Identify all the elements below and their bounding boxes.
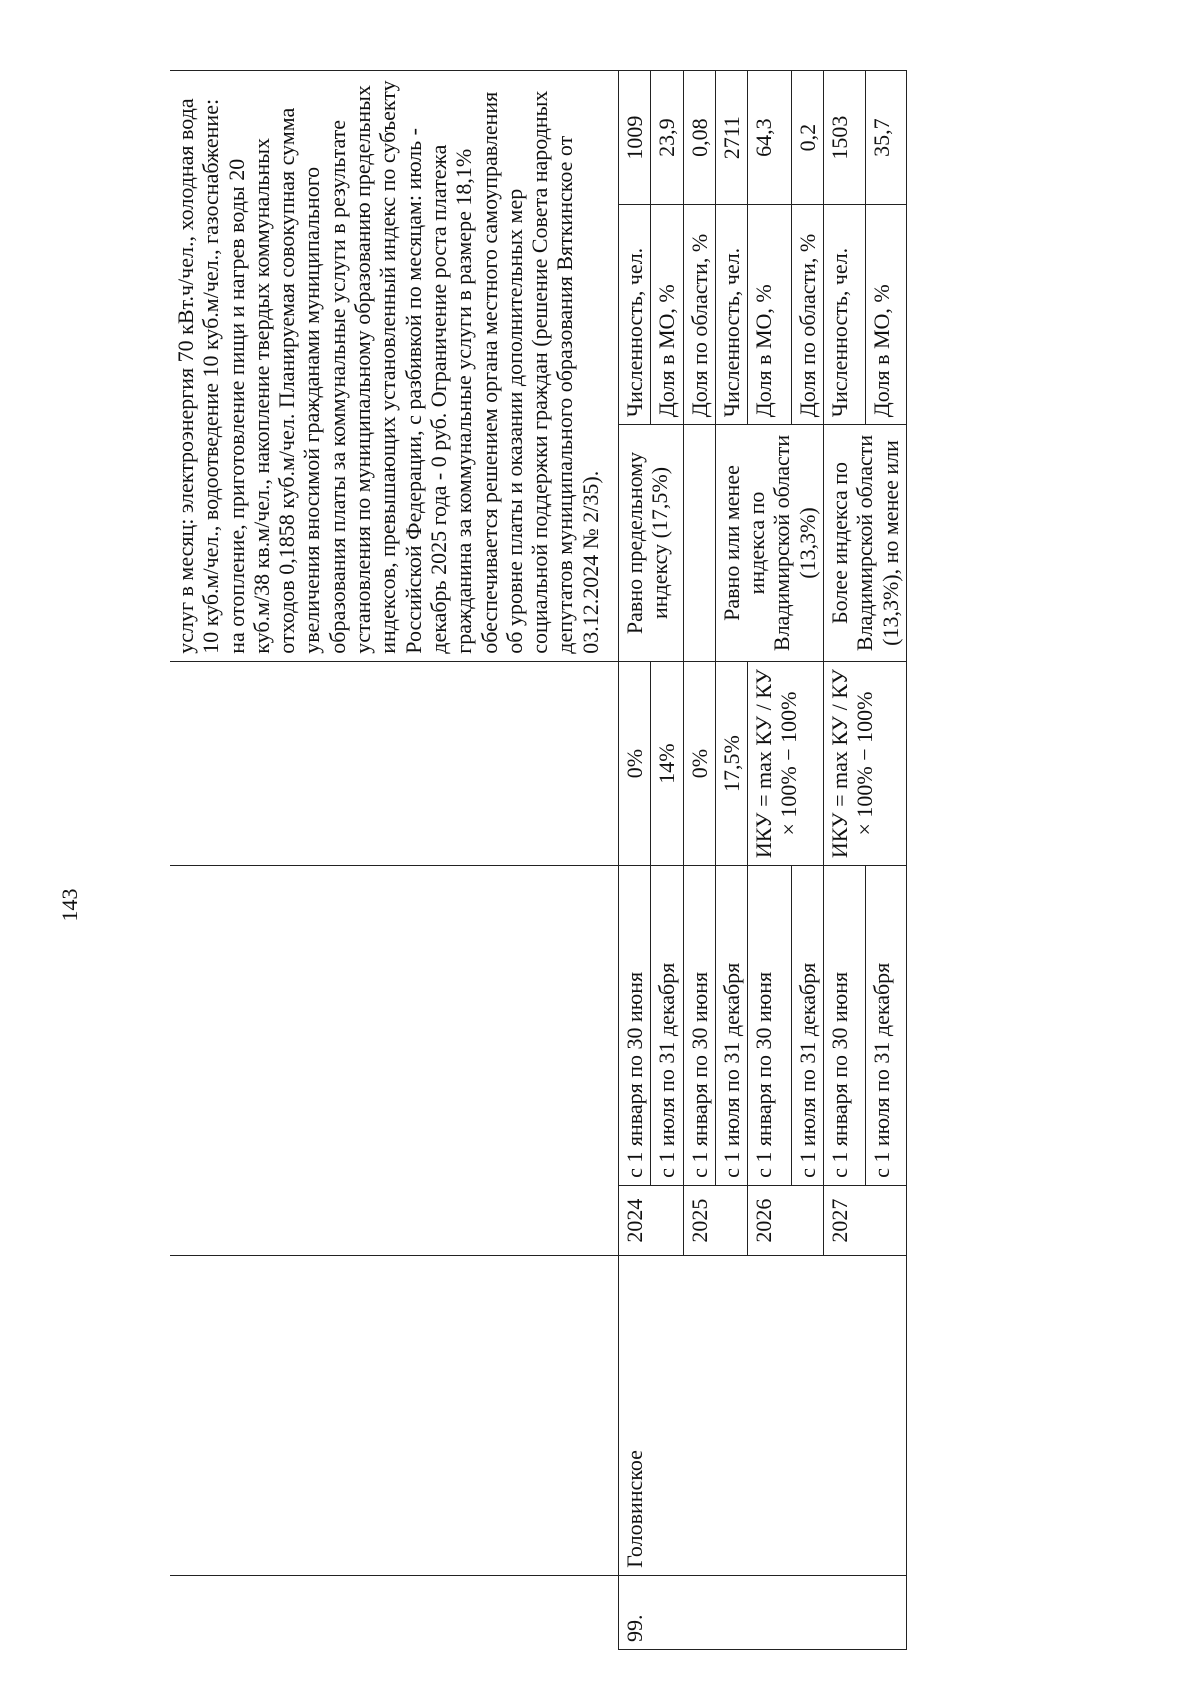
period-cell: с 1 июля по 31 декабря [791,866,823,1186]
metric-cell: Численность, чел. [824,205,865,425]
metric-cell: Численность, чел. [619,205,651,425]
row-number: 99. [619,1575,907,1649]
period-cell: с 1 января по 30 июня [748,866,792,1186]
empty-cell-period [170,866,619,1256]
index-cell: 0% [619,661,651,866]
period-cell: с 1 января по 30 июня [619,866,651,1186]
criterion-cell: Равно предельному индексу (17,5%) [619,425,684,662]
metric-cell: Доля по области, % [791,205,823,425]
page-number: 143 [57,888,82,922]
period-cell: с 1 января по 30 июня [683,866,715,1186]
period-cell: с 1 июля по 31 декабря [865,866,906,1186]
index-cell: 14% [651,661,683,866]
metric-cell: Доля в МО, % [865,205,906,425]
value-cell: 2711 [715,71,747,205]
indices-table [170,70,907,1650]
index-formula: ИКУ = max КУ / КУ × 100% − 100% [748,661,824,866]
criterion-cell [683,425,715,662]
year-cell: 2025 [683,1185,748,1255]
municipality-name: Головинское [619,1256,907,1576]
value-cell: 0,2 [791,71,823,205]
criterion-cell: Равно или менее индекса по Владимирской области (13,3%) [715,425,823,662]
continuation-text: услуг в месяц: электроэнергия 70 кВт.ч/чел., холодная вода 10 куб.м/чел., водоотведение 10 куб.м/чел., газоснабжение: на отопление, приготовление пищи и нагрев воды 20 куб.м/38 кв.м/чел., накопление твердых коммунальных отходов 0,1858 куб.м/чел. Планируемая совокупная сумма увеличения вносимой гражданами муниципального образования платы за коммунальные услуги в результате установления по муниципальному образованию предельных индексов, превышающих установленный индекс по субъекту Российской Федерации, с разбивкой по месяцам: июль - декабрь 2025 года - 0 руб. Ограничение роста платежа гражданина за коммунальные услуги в размере 18,1% обеспечивается решением органа местного самоуправления об уровне платы и оказании дополнительных мер социальной поддержки граждан (решение Совета народных депутатов муниципального образования Вяткинское от 03.12.2024 № 2/35). [170,71,619,662]
value-cell: 1009 [619,71,651,205]
metric-cell: Доля в МО, % [651,205,683,425]
value-cell: 0,08 [683,71,715,205]
value-cell: 64,3 [748,71,792,205]
period-cell: с 1 июля по 31 декабря [715,866,747,1186]
table-row [619,71,651,1650]
empty-cell-number [170,1575,619,1649]
index-cell: 17,5% [715,661,747,866]
value-cell: 23,9 [651,71,683,205]
year-cell: 2026 [748,1185,824,1255]
metric-cell: Численность, чел. [715,205,747,425]
year-cell: 2024 [619,1185,684,1255]
period-cell: с 1 июля по 31 декабря [651,866,683,1186]
metric-cell: Доля по области, % [683,205,715,425]
criterion-cell: Более индекса по Владимирской области (13,3%), но менее или [824,425,907,662]
year-cell: 2027 [824,1185,907,1255]
value-cell: 1503 [824,71,865,205]
empty-cell-municipality [170,1256,619,1576]
period-cell: с 1 января по 30 июня [824,866,865,1186]
index-cell: 0% [683,661,715,866]
value-cell: 35,7 [865,71,906,205]
index-formula: ИКУ = max КУ / КУ × 100% − 100% [824,661,907,866]
empty-cell-index [170,661,619,866]
metric-cell: Доля в МО, % [748,205,792,425]
continuation-row [170,71,619,1650]
rotated-table-page [170,70,1180,1650]
